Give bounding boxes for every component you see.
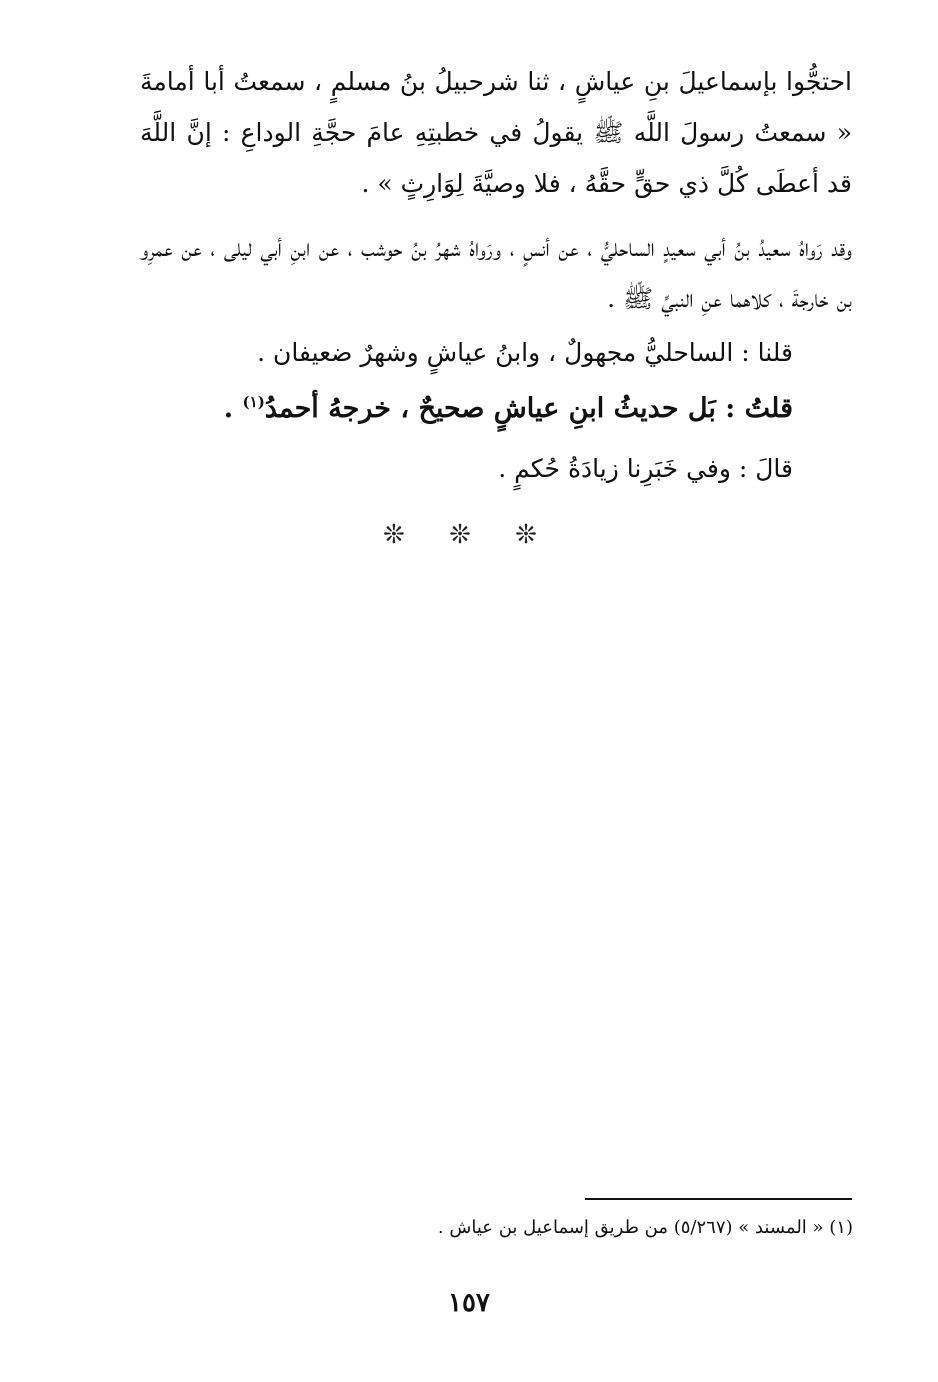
paragraph-hadith: احتجُّوا بإسماعيلَ بنِ عياشٍ ، ثنا شرحبيلُ بنُ مسلمٍ ، سمعتُ أبا أمامةَ « سمعتُ رسولَ اللَّه ﷺ يقولُ في خطبتِهِ عامَ حجَّةِ الوداعِ : إنَّ اللَّهَ قد أعطَى كُلَّ ذي حقٍّ حقَّهُ ، فلا وصيَّةَ لِوَارِثٍ » . (140, 67, 852, 198)
paragraph-response (224, 383, 793, 434)
paragraph-objection: قلنا : الساحليُّ مجهولٌ ، وابنُ عياشٍ وشهرٌ ضعيفان . (257, 338, 793, 367)
footnote-divider (585, 1198, 852, 1200)
paragraph-narrations: وقد رَواهُ سعيدُ بنُ أبي سعيدٍ الساحليُّ ، عن أنسٍ ، ورَواهُ شهرُ بنُ حوشب ، عن ابنِ أبي ليلى ، عن عمرِو بن خارجةَ ، كلاهما عنِ النبيِّ ﷺ . (140, 233, 852, 313)
page-number: ١٥٧ (448, 1288, 490, 1318)
response-text: قلتُ : بَل حديثُ ابنِ عياشٍ صحيحٌ ، خرجهُ أحمدُ (264, 393, 793, 424)
footnote: (١) « المسند » (٥/٢٦٧) من طريق إسماعيل بن عياش . (437, 1217, 853, 1238)
footnote-reference: (١) (242, 393, 265, 411)
paragraph-reply: قالَ : وفي خَبَرِنا زيادَةُ حُكمٍ . (498, 454, 793, 483)
section-separator: ❊ ❊ ❊ (383, 520, 555, 550)
response-end: . (223, 393, 243, 424)
